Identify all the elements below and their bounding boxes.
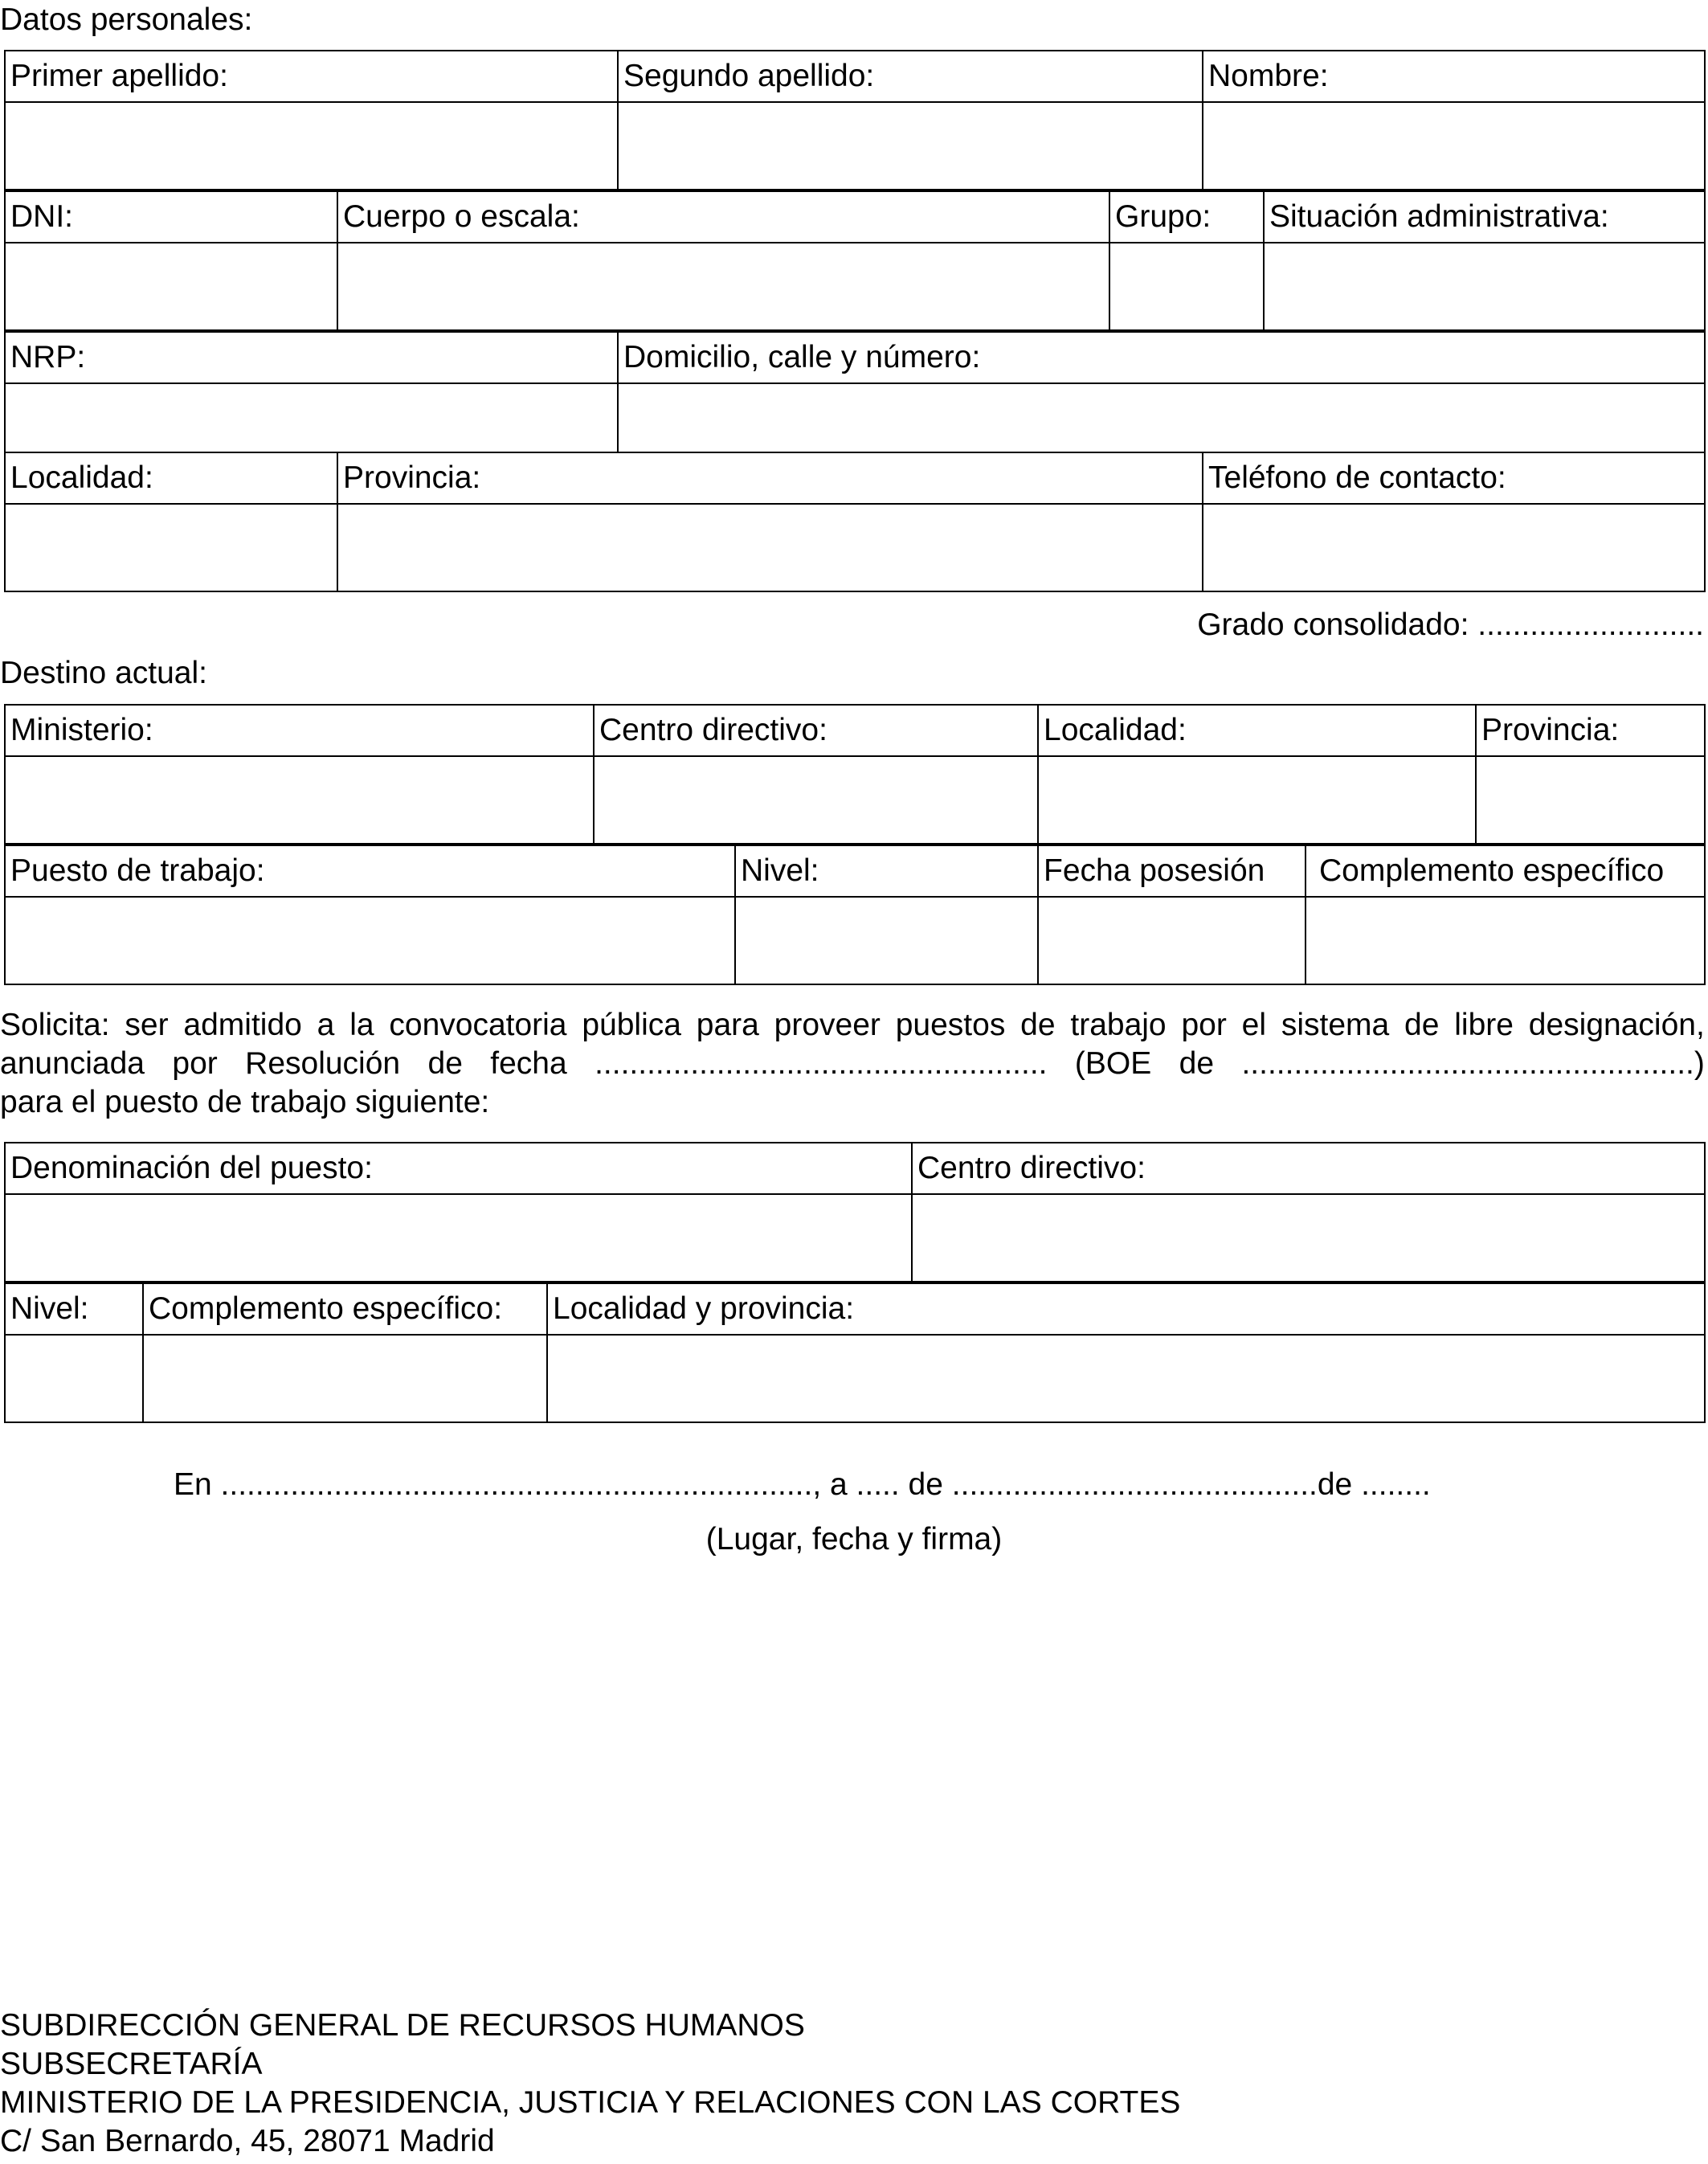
nombre-field[interactable] <box>1203 102 1705 190</box>
solicita-word: (BOE <box>1074 1046 1152 1081</box>
destino-actual-heading: Destino actual: <box>0 656 207 690</box>
footer-line-2: SUBSECRETARÍA <box>0 2047 263 2081</box>
solicita-word: por <box>1181 1008 1227 1042</box>
denominacion-puesto-label: Denominación del puesto: <box>5 1143 912 1194</box>
centro-directivo-field[interactable] <box>594 756 1038 844</box>
nombre-label: Nombre: <box>1203 51 1705 102</box>
puesto-trabajo-label: Puesto de trabajo: <box>5 845 735 897</box>
dni-field[interactable] <box>5 243 337 330</box>
solicitado-centro-directivo-label: Centro directivo: <box>912 1143 1705 1194</box>
solicita-word: sistema <box>1281 1008 1390 1042</box>
provincia-field[interactable] <box>337 504 1203 591</box>
complemento-especifico-field[interactable] <box>1306 897 1705 984</box>
nrp-field[interactable] <box>5 383 618 452</box>
solicita-word: Resolución <box>245 1046 401 1081</box>
grado-consolidado: Grado consolidado: .......................... <box>1197 607 1704 642</box>
solicita-word: anunciada <box>0 1046 145 1081</box>
solicita-word: .................................................... <box>595 1046 1048 1081</box>
solicita-word: admitido <box>183 1008 302 1042</box>
destino-actual-table <box>4 704 1706 845</box>
destino-actual-table-2 <box>4 845 1706 985</box>
destino-provincia-field[interactable] <box>1476 756 1705 844</box>
cuerpo-escala-field[interactable] <box>337 243 1109 330</box>
solicitado-nivel-field[interactable] <box>5 1335 143 1422</box>
ministerio-field[interactable] <box>5 756 594 844</box>
datos-personales-table-2 <box>4 190 1706 331</box>
localidad-label: Localidad: <box>5 452 337 504</box>
solicitado-centro-directivo-field[interactable] <box>912 1194 1705 1282</box>
footer-address <box>0 2007 1180 2161</box>
nrp-label: NRP: <box>5 332 618 383</box>
localidad-provincia-field[interactable] <box>547 1335 1705 1422</box>
lugar-fecha-caption: (Lugar, fecha y firma) <box>705 1522 1003 1557</box>
solicitado-complemento-label: Complemento específico: <box>143 1283 547 1335</box>
primer-apellido-label: Primer apellido: <box>5 51 618 102</box>
puesto-solicitado-table <box>4 1142 1706 1282</box>
solicita-word: ser <box>125 1008 169 1042</box>
solicita-word: por <box>172 1046 218 1081</box>
localidad-provincia-label: Localidad y provincia: <box>547 1283 1705 1335</box>
datos-personales-table-3 <box>4 331 1706 453</box>
segundo-apellido-label: Segundo apellido: <box>618 51 1203 102</box>
datos-personales-table-4 <box>4 452 1706 592</box>
solicita-word: pública <box>582 1008 681 1042</box>
destino-localidad-field[interactable] <box>1038 756 1476 844</box>
datos-personales-table <box>4 50 1706 190</box>
fecha-posesion-label: Fecha posesión <box>1038 845 1306 897</box>
solicita-word: puestos <box>895 1008 1006 1042</box>
domicilio-label: Domicilio, calle y número: <box>618 332 1705 383</box>
destino-provincia-label: Provincia: <box>1476 705 1705 756</box>
telefono-label: Teléfono de contacto: <box>1203 452 1705 504</box>
footer-line-3: MINISTERIO DE LA PRESIDENCIA, JUSTICIA Y RELACIONES CON LAS CORTES <box>0 2085 1181 2120</box>
complemento-especifico-label: Complemento específico <box>1306 845 1705 897</box>
puesto-trabajo-field[interactable] <box>5 897 735 984</box>
solicita-word: ....................................................) <box>1241 1046 1705 1081</box>
nivel-label: Nivel: <box>735 845 1038 897</box>
solicitado-complemento-field[interactable] <box>143 1335 547 1422</box>
footer-line-1: SUBDIRECCIÓN GENERAL DE RECURSOS HUMANOS <box>0 2008 805 2043</box>
solicita-word: de <box>427 1046 463 1081</box>
situacion-administrativa-label: Situación administrativa: <box>1264 191 1705 243</box>
solicita-word: libre <box>1454 1008 1514 1042</box>
solicita-word: de <box>1404 1008 1440 1042</box>
footer-line-4: C/ San Bernardo, 45, 28071 Madrid <box>0 2124 495 2158</box>
datos-personales-heading: Datos personales: <box>0 2 253 37</box>
solicita-word: trabajo <box>1070 1008 1167 1042</box>
solicita-word: designación, <box>1528 1008 1705 1042</box>
solicita-line-1 <box>0 1006 1705 1045</box>
segundo-apellido-field[interactable] <box>618 102 1203 190</box>
solicitado-nivel-label: Nivel: <box>5 1283 143 1335</box>
solicita-line-2 <box>0 1045 1705 1083</box>
domicilio-field[interactable] <box>618 383 1705 452</box>
solicita-word: el <box>1241 1008 1267 1042</box>
puesto-solicitado-table-2 <box>4 1282 1706 1423</box>
dni-label: DNI: <box>5 191 337 243</box>
solicita-paragraph <box>0 1006 1705 1122</box>
solicita-word: de <box>1179 1046 1215 1081</box>
localidad-field[interactable] <box>5 504 337 591</box>
nivel-field[interactable] <box>735 897 1038 984</box>
solicita-word: convocatoria <box>389 1008 567 1042</box>
denominacion-puesto-field[interactable] <box>5 1194 912 1282</box>
cuerpo-escala-label: Cuerpo o escala: <box>337 191 1109 243</box>
solicita-word: para <box>696 1008 759 1042</box>
primer-apellido-field[interactable] <box>5 102 618 190</box>
grupo-field[interactable] <box>1109 243 1264 330</box>
solicita-word: Solicita: <box>0 1008 110 1042</box>
telefono-field[interactable] <box>1203 504 1705 591</box>
fecha-posesion-field[interactable] <box>1038 897 1306 984</box>
ministerio-label: Ministerio: <box>5 705 594 756</box>
solicita-word: la <box>349 1008 374 1042</box>
solicita-word: proveer <box>774 1008 881 1042</box>
solicita-line-3: para el puesto de trabajo siguiente: <box>0 1085 490 1119</box>
centro-directivo-label: Centro directivo: <box>594 705 1038 756</box>
destino-localidad-label: Localidad: <box>1038 705 1476 756</box>
solicita-word: de <box>1020 1008 1056 1042</box>
provincia-label: Provincia: <box>337 452 1203 504</box>
grupo-label: Grupo: <box>1109 191 1264 243</box>
solicita-word: a <box>317 1008 335 1042</box>
lugar-fecha-line: En ...................................................................., a ..... de ..........................................de ........ <box>174 1467 1431 1502</box>
situacion-administrativa-field[interactable] <box>1264 243 1705 330</box>
solicita-word: fecha <box>490 1046 567 1081</box>
